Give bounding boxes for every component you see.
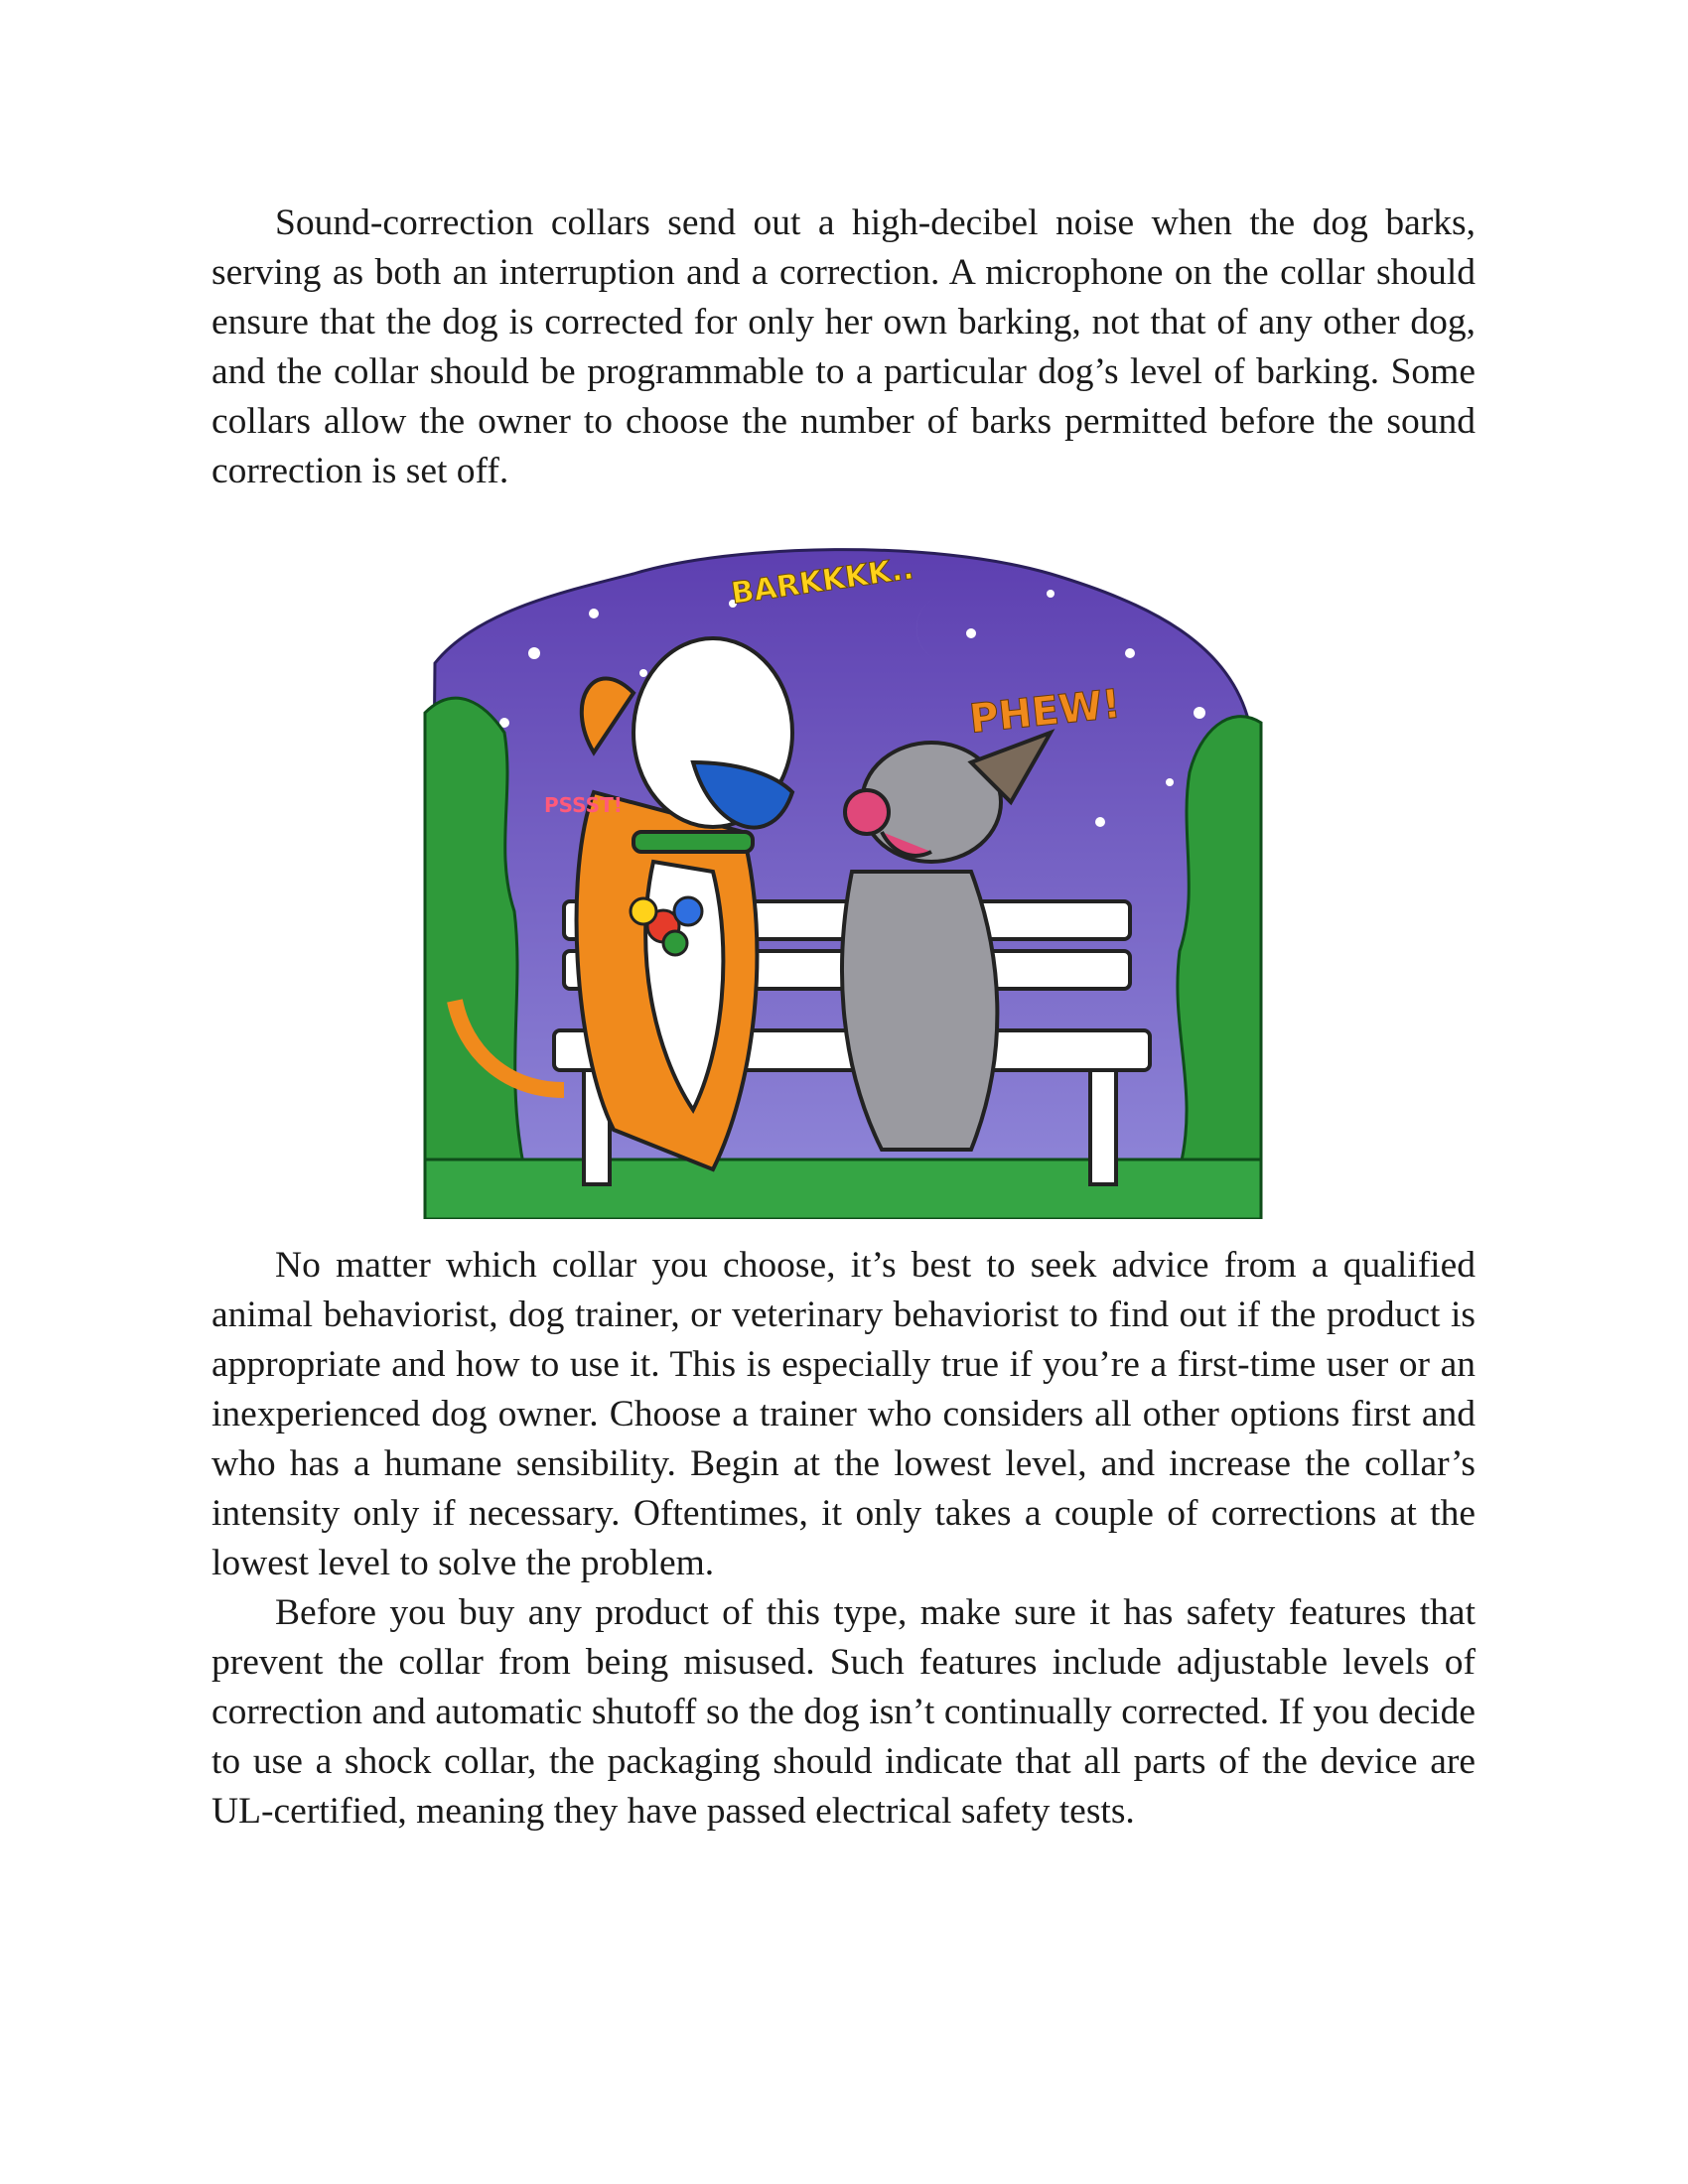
grass <box>425 1160 1261 1219</box>
spray-sound-text: PSSST! <box>544 793 623 817</box>
cartoon-illustration <box>415 534 1271 1219</box>
cartoon-svg <box>415 534 1271 1219</box>
paragraph-safety-features: Before you buy any product of this type, make sure it has safety features that prevent the collar from being misused. Such features include adjustable levels of correction and automatic shutoff so the dog isn’t continually corrected. If you decide to use a shock collar, the packaging should indicate that all parts of the device are UL-certified, meaning they have passed electrical safety tests. <box>211 1592 1476 1832</box>
top-text-block <box>211 199 1476 496</box>
bark-sound-text: BARKKKK.. <box>729 551 916 612</box>
paragraph-seek-advice: No matter which collar you choose, it’s best to seek advice from a qualified animal behaviorist, dog trainer, or veterinary behaviorist to find out if the product is appropriate and how to use it. This is especially true if you’re a first-time user or an inexperienced dog owner. Choose a trainer who considers all other options first and who has a humane sensibility. Begin at the lowest level, and increase the collar’s intensity only if necessary. Oftentimes, it only takes a couple of corrections at the lowest level to solve the problem. <box>211 1245 1476 1583</box>
bush-right <box>1178 717 1261 1189</box>
bottom-text-block <box>211 1241 1476 1837</box>
phew-sound-text: PHEW! <box>967 681 1123 743</box>
paragraph-sound-correction: Sound-correction collars send out a high-decibel noise when the dog barks, serving as both an interruption and a correction. A microphone on the collar should ensure that the dog is corrected for only her own barking, not that of any other dog, and the collar should be programmable to a particular dog’s level of barking. Some collars allow the owner to choose the number of barks permitted before the sound correction is set off. <box>211 203 1476 491</box>
